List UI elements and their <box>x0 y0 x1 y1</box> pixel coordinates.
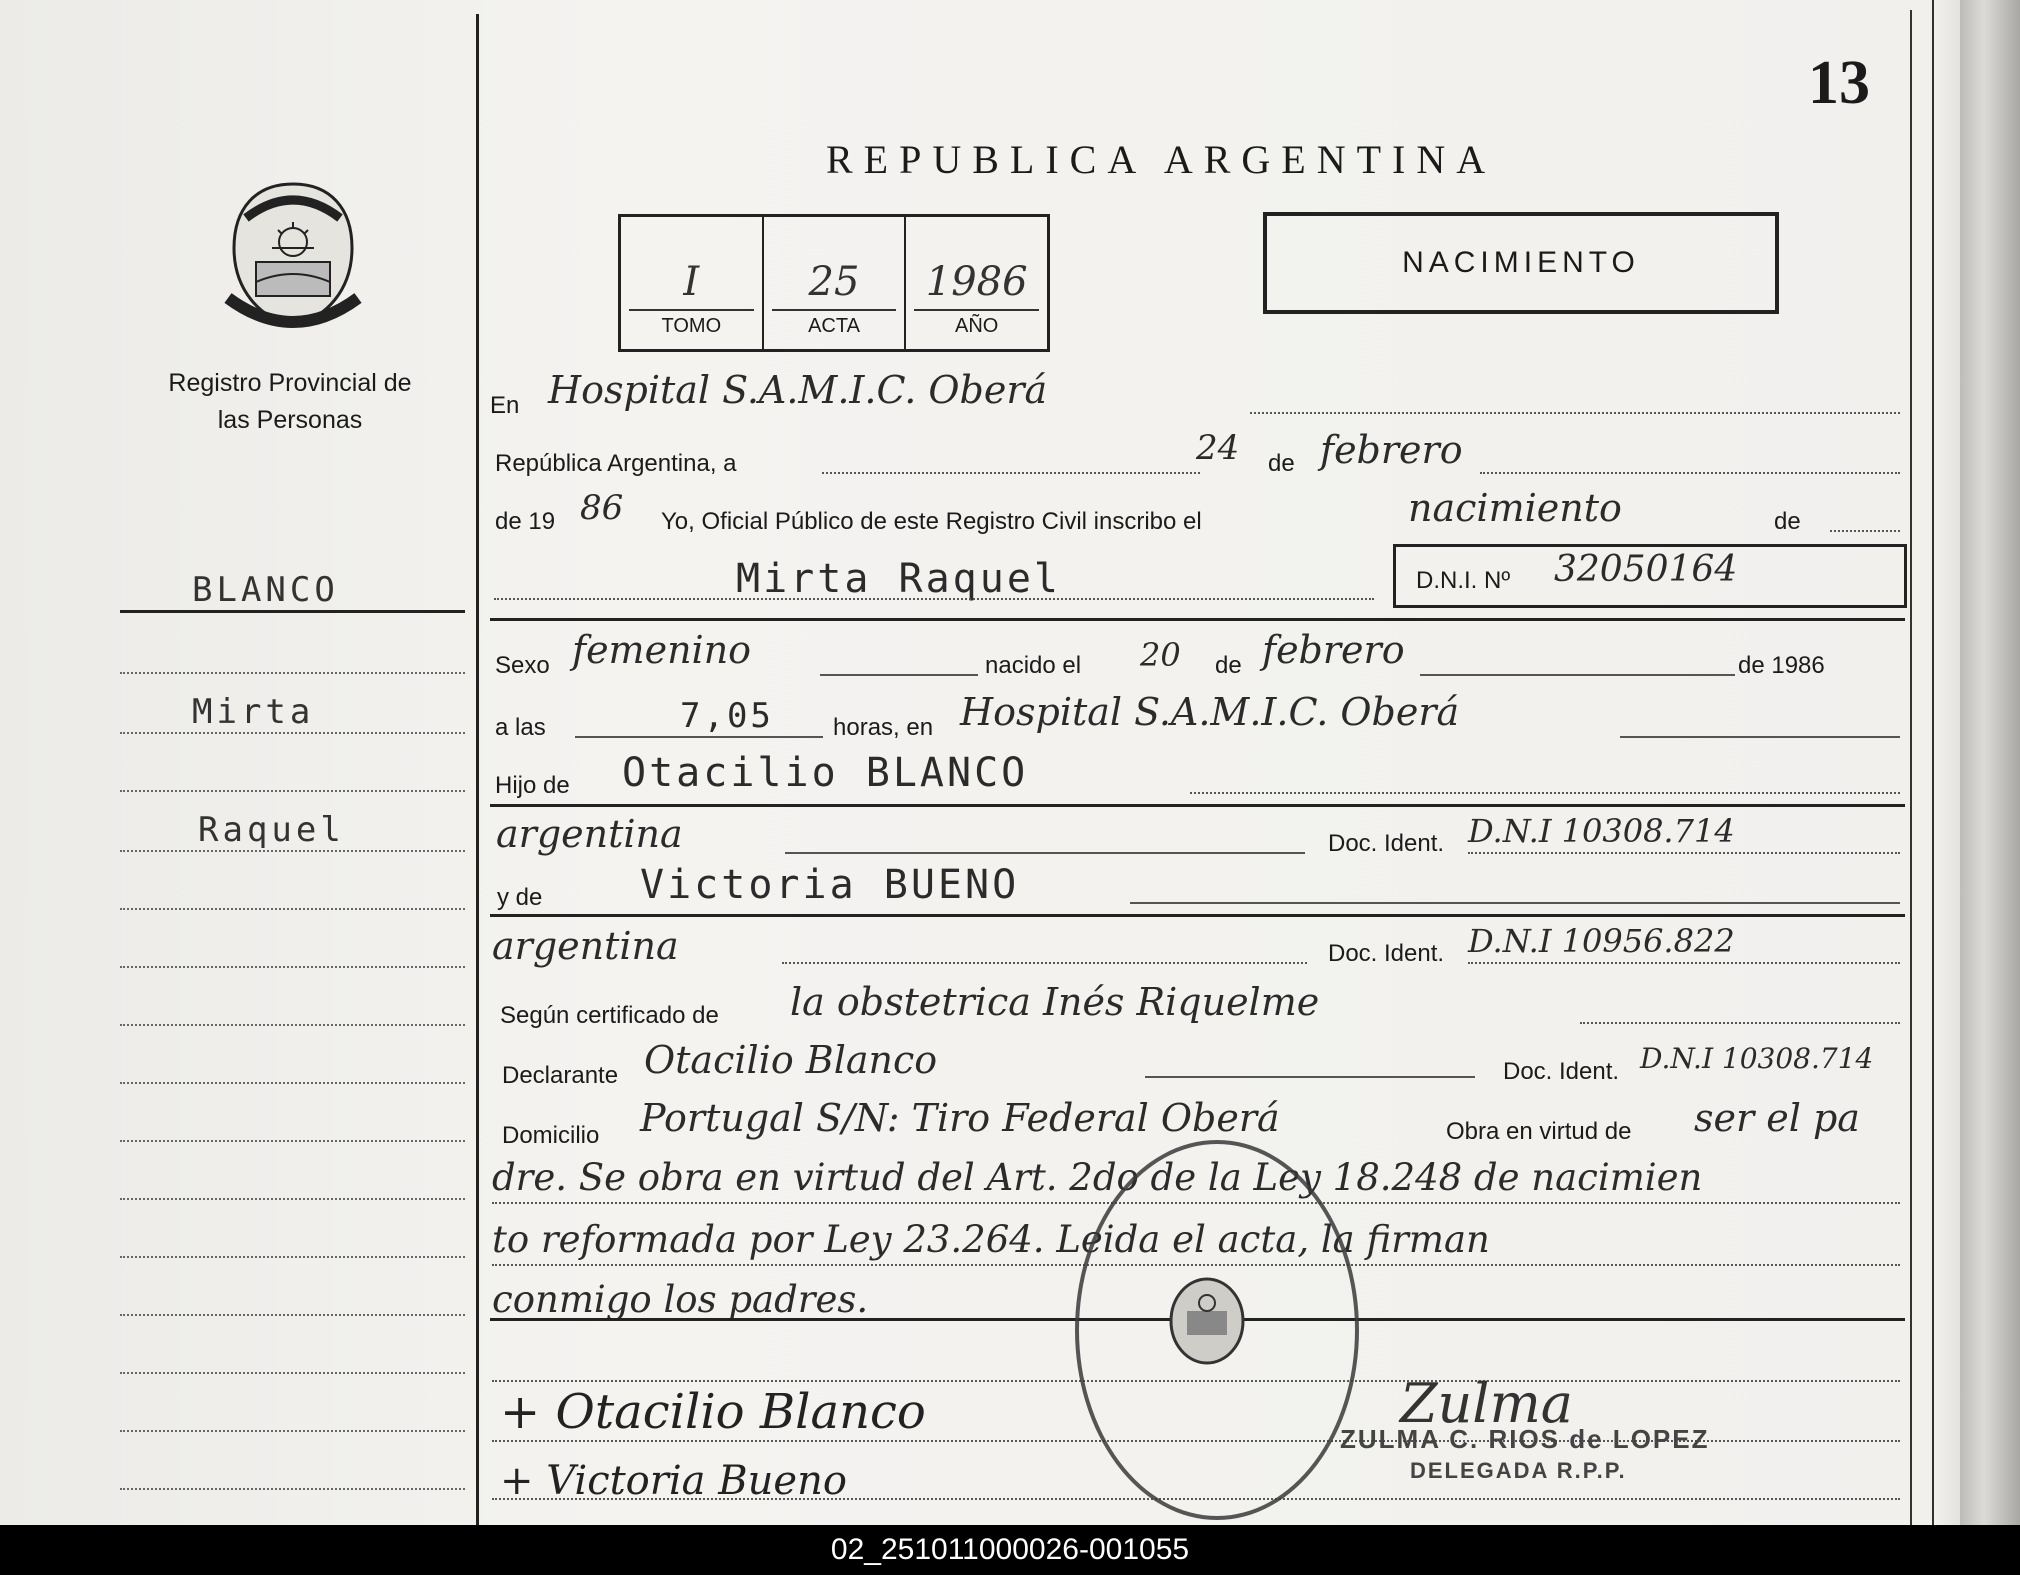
registration-day: 24 <box>1196 428 1240 468</box>
domicilio-label: Domicilio <box>502 1122 600 1149</box>
registration-year-suffix: 86 <box>580 488 624 528</box>
father-name: Otacilio BLANCO <box>622 750 1029 796</box>
mother-name: Victoria BUENO <box>640 862 1020 908</box>
sidebar-given-name-1: Mirta <box>192 692 315 732</box>
official-signature: Zulma <box>1400 1372 1573 1435</box>
record-grid <box>618 214 1050 352</box>
page-number: 13 <box>1808 49 1870 117</box>
segun-label: Según certificado de <box>500 1002 719 1029</box>
registration-place: Hospital S.A.M.I.C. Oberá <box>548 368 1048 412</box>
obra-line-1: ser el pa <box>1694 1096 1860 1140</box>
de-label-2: de <box>1774 508 1801 535</box>
anio-cell <box>906 217 1047 349</box>
binding-edge <box>1960 0 2020 1525</box>
obra-line-2: dre. Se obra en virtud del Art. 2do de la Ley 18.248 de nacimien <box>492 1156 1703 1199</box>
mother-nationality: argentina <box>492 924 679 968</box>
domicilio-value: Portugal S/N: Tiro Federal Oberá <box>640 1096 1280 1140</box>
surname-line <box>120 610 465 613</box>
scan-id-footer: 02_251011000026-001055 <box>0 1525 2020 1575</box>
registration-month: febrero <box>1320 428 1463 472</box>
acta-cell <box>764 217 907 349</box>
tomo-label: TOMO <box>661 315 722 337</box>
country-title: REPUBLICA ARGENTINA <box>826 137 1497 182</box>
anio-label: AÑO <box>955 315 999 337</box>
child-name: Mirta Raquel <box>736 556 1061 602</box>
de-label-3: de <box>1215 652 1242 679</box>
dni-box <box>1393 544 1907 608</box>
obra-label: Obra en virtud de <box>1446 1118 1632 1145</box>
doc-ident-label-3: Doc. Ident. <box>1503 1058 1620 1085</box>
doc-ident-label-1: Doc. Ident. <box>1328 830 1445 857</box>
oficial-statement: Yo, Oficial Público de este Registro Civil inscribo el <box>661 508 1202 535</box>
stamp-emblem-icon <box>1167 1275 1247 1367</box>
father-document: D.N.I 10308.714 <box>1468 812 1735 850</box>
birth-month: febrero <box>1262 628 1405 672</box>
declarante-name: Otacilio Blanco <box>644 1038 938 1082</box>
sexo-label: Sexo <box>495 652 550 679</box>
certificate-issuer: la obstetrica Inés Riquelme <box>790 980 1320 1024</box>
act-kind: nacimiento <box>1408 486 1622 530</box>
father-nationality: argentina <box>496 812 683 856</box>
doc-ident-label-2: Doc. Ident. <box>1328 940 1445 967</box>
alas-label: a las <box>495 714 546 741</box>
acta-value: 25 <box>808 259 860 305</box>
obra-line-4: conmigo los padres. <box>492 1278 869 1321</box>
republica-label: República Argentina, a <box>495 450 737 477</box>
year-prefix-label: de 19 <box>495 508 556 535</box>
yde-label: y de <box>497 884 543 911</box>
anio-value: 1986 <box>925 259 1028 305</box>
mother-signature: + Victoria Bueno <box>500 1458 847 1504</box>
declarante-label: Declarante <box>502 1062 619 1089</box>
birth-hour: 7,05 <box>680 696 774 736</box>
registry-name: Registro Provincial de las Personas <box>168 369 412 434</box>
de-label-1: de <box>1268 450 1295 477</box>
sexo-value: femenino <box>572 628 752 672</box>
dni-label: D.N.I. Nº <box>1416 567 1511 594</box>
page-edge <box>1932 0 1960 1525</box>
birth-year: de 1986 <box>1738 652 1825 679</box>
official-title: DELEGADA R.P.P. <box>1410 1458 1627 1483</box>
tomo-value: I <box>683 259 700 305</box>
nacido-label: nacido el <box>985 652 1082 679</box>
declarante-document: D.N.I 10308.714 <box>1640 1042 1874 1075</box>
sidebar-surname: BLANCO <box>192 570 339 610</box>
obra-line-3: to reformada por Ley 23.264. Leida el acta, la firman <box>492 1218 1490 1261</box>
provincial-seal-icon <box>220 178 366 334</box>
mother-document: D.N.I 10956.822 <box>1468 922 1735 960</box>
acta-label: ACTA <box>808 315 860 337</box>
official-name: ZULMA C. RIOS de LOPEZ <box>1340 1424 1710 1454</box>
father-signature: + Otacilio Blanco <box>500 1384 926 1440</box>
hijo-label: Hijo de <box>495 772 570 799</box>
child-dni: 32050164 <box>1554 549 1738 590</box>
en-label: En <box>490 392 520 419</box>
column-divider <box>476 14 479 1525</box>
birth-place: Hospital S.A.M.I.C. Oberá <box>960 690 1460 734</box>
sidebar-given-name-2: Raquel <box>198 810 345 850</box>
act-type-box: NACIMIENTO <box>1263 212 1779 314</box>
right-margin-line <box>1910 10 1912 1525</box>
horas-label: horas, en <box>833 714 934 741</box>
tomo-cell <box>621 217 764 349</box>
birth-day: 20 <box>1140 636 1181 674</box>
